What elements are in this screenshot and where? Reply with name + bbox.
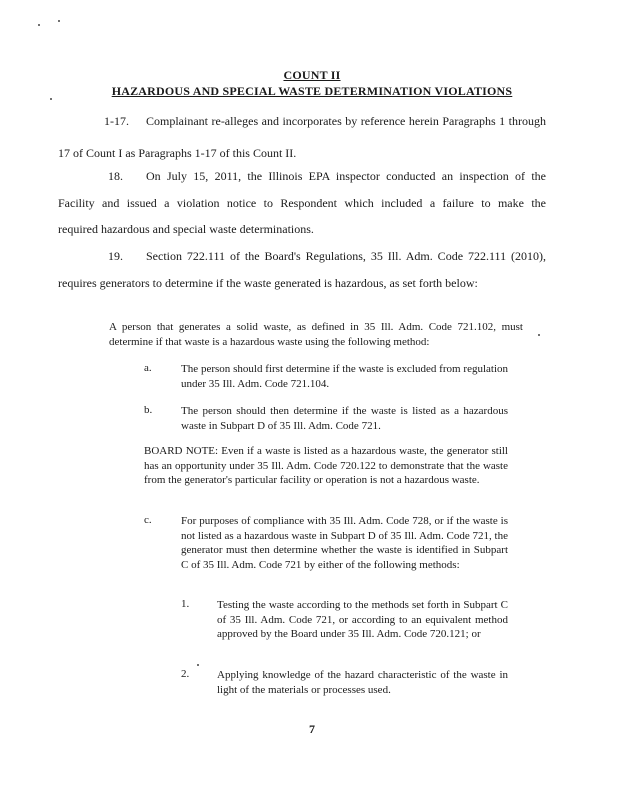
paragraph-number: 1-17. — [104, 114, 129, 128]
scan-speck — [38, 24, 40, 26]
subitem-text: Testing the waste according to the methods set forth in Subpart C of 35 Ill. Adm. Code 721, or according to an equivalent method approved by the Board under 35 Ill. Adm. Code 720.121; or — [217, 599, 508, 640]
scan-speck — [197, 664, 199, 666]
item-label: c. — [144, 514, 152, 526]
subitem-text: Applying knowledge of the hazard characteristic of the waste in light of the materials or processes used. — [217, 669, 508, 696]
paragraph-line: Facility and issued a violation notice to Respondent which included a failure to make the — [58, 196, 546, 210]
paragraph-line: On July 15, 2011, the Illinois EPA inspector conducted an inspection of the — [146, 169, 546, 183]
paragraph-line: 17 of Count I as Paragraphs 1-17 of this Count II. — [58, 146, 297, 160]
section-title: HAZARDOUS AND SPECIAL WASTE DETERMINATION VIOLATIONS — [111, 84, 513, 98]
page-number: 7 — [309, 722, 315, 736]
paragraph-line: Section 722.111 of the Board's Regulations, 35 Ill. Adm. Code 722.111 (2010), — [146, 249, 546, 263]
subitem-label: 2. — [181, 668, 190, 680]
scan-speck — [538, 334, 540, 336]
paragraph-line: required hazardous and special waste determinations. — [58, 222, 314, 236]
item-text: The person should first determine if the waste is excluded from regulation under 35 Ill. Adm. Code 721.104. — [181, 363, 508, 390]
item-text: For purposes of compliance with 35 Ill. Adm. Code 728, or if the waste is not listed as a hazardous waste in Subpart D of 35 Ill. Adm. Code 721, the generator must then determine whether the waste is identified in Subpart C of 35 Ill. Adm. Code 721 by either of the following methods: — [181, 515, 508, 571]
item-text: The person should then determine if the waste is listed as a hazardous waste in Subpart D of 35 Ill. Adm. Code 721. — [181, 405, 508, 432]
scan-speck — [58, 20, 60, 22]
paragraph-line: Complainant re-alleges and incorporates by reference herein Paragraphs 1 through — [146, 114, 546, 128]
count-heading: COUNT II — [283, 68, 341, 82]
item-label: b. — [144, 404, 153, 416]
paragraph-number: 19. — [108, 249, 123, 263]
paragraph-line: requires generators to determine if the waste generated is hazardous, as set forth below: — [58, 276, 478, 290]
item-label: a. — [144, 362, 152, 374]
paragraph-number: 18. — [108, 169, 123, 183]
quote-intro: A person that generates a solid waste, as defined in 35 Ill. Adm. Code 721.102, must determine if that waste is a hazardous waste using the following method: — [109, 321, 523, 348]
subitem-label: 1. — [181, 598, 190, 610]
board-note: BOARD NOTE: Even if a waste is listed as a hazardous waste, the generator still has an opportunity under 35 Ill. Adm. Code 720.122 to demonstrate that the waste from the generator's particular facility or operation is not a hazardous waste. — [144, 445, 508, 486]
